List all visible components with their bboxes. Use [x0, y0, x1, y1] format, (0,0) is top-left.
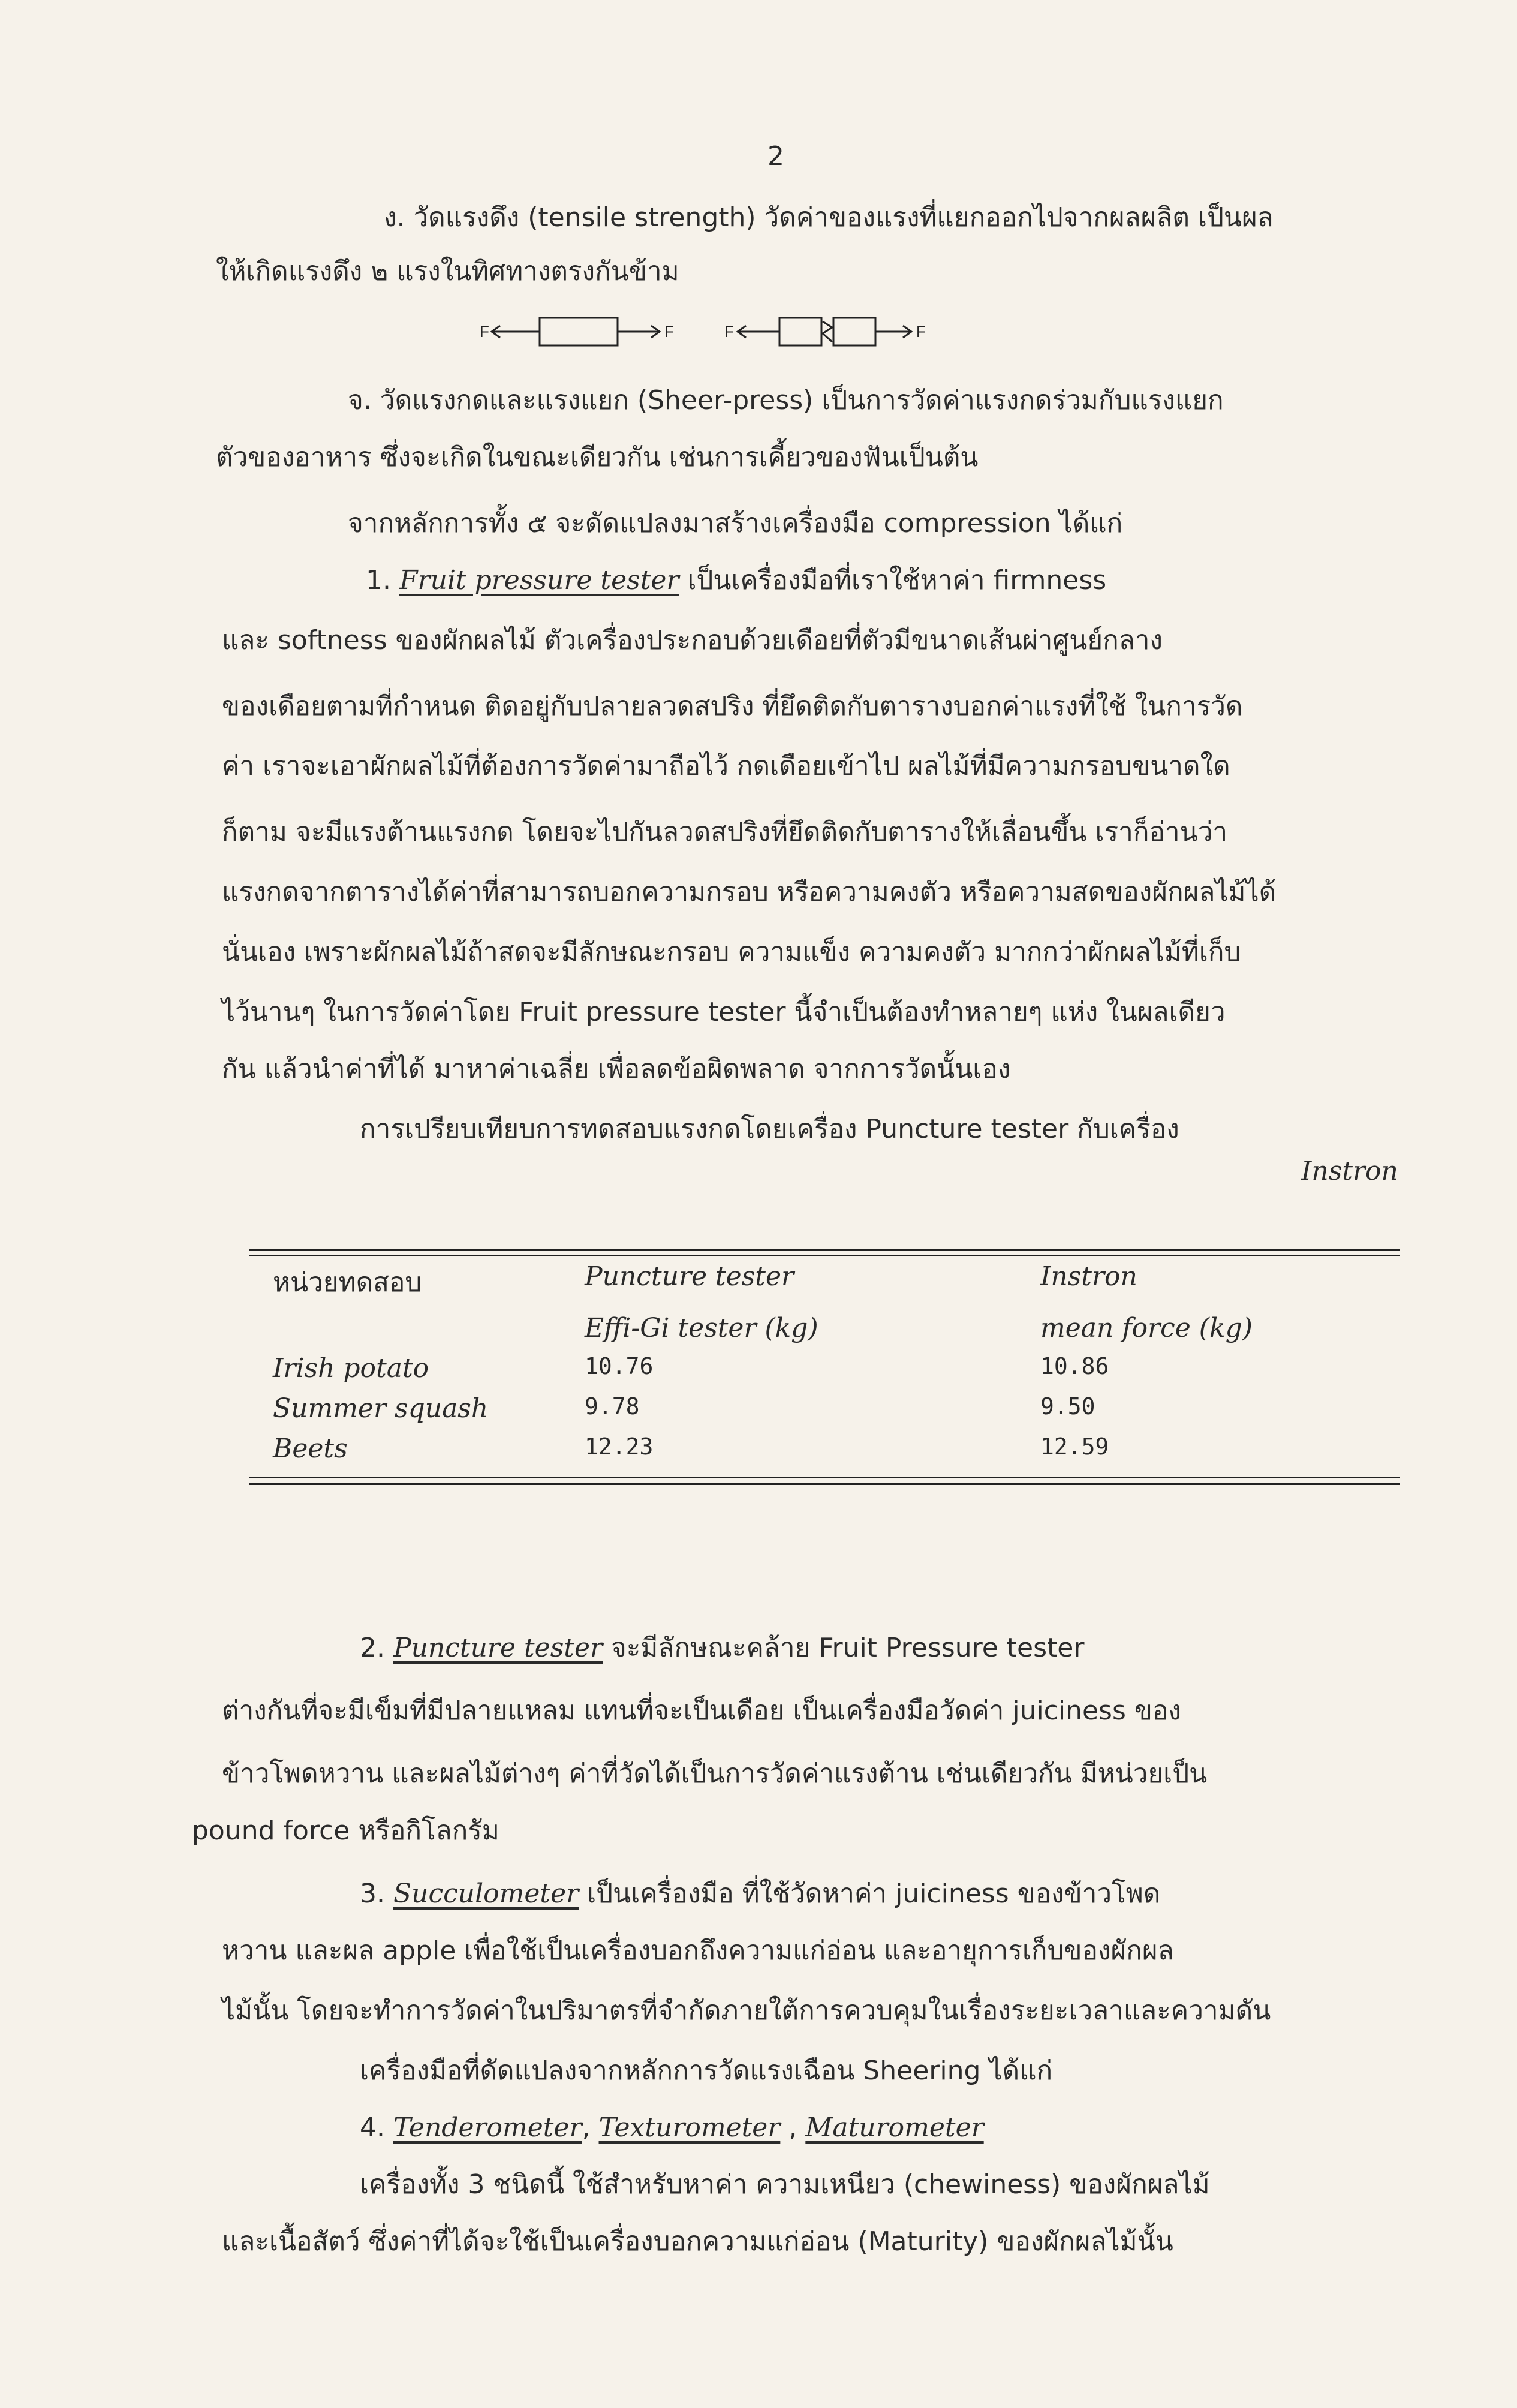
- table-cell: 9.78: [585, 1393, 640, 1420]
- text-line: และ softness ของผักผลไม้ ตัวเครื่องประกอบด้วยเดือยที่ตัวมีขนาดเส้นผ่าศูนย์กลาง: [222, 625, 1163, 656]
- text-line: ของเดือยตามที่กำหนด ติดอยู่กับปลายลวดสปริง ที่ยึดติดกับตารางบอกค่าแรงที่ใช้ ในการวัด: [222, 691, 1243, 722]
- text-line: ไม้นั้น โดยจะทำการวัดค่าในปริมาตรที่จำกัดภายใต้การควบคุมในเรื่องระยะเวลาและความดัน: [222, 1995, 1271, 2026]
- text-line: นั่นเอง เพราะผักผลไม้ถ้าสดจะมีลักษณะกรอบ ความแข็ง ความคงตัว มากกว่าผักผลไม้ที่เก็บ: [222, 937, 1241, 967]
- table-header-row: [249, 1256, 1400, 1308]
- item-heading: [360, 1877, 1160, 1911]
- table-cell: 10.86: [1040, 1353, 1109, 1379]
- force-label: F: [480, 323, 489, 341]
- item-heading: [360, 2111, 984, 2145]
- table-header-row: [249, 1308, 1400, 1348]
- table-header: Puncture tester: [585, 1261, 794, 1292]
- table-header: หน่วยทดสอบ: [273, 1267, 422, 1298]
- text-line: ก็ตาม จะมีแรงต้านแรงกด โดยจะไปกันลวดสปริงที่ยึดติดกับตารางให้เลื่อนขึ้น เราก็อ่านว่า: [222, 817, 1228, 847]
- text-line: และเนื้อสัตว์ ซึ่งค่าที่ได้จะใช้เป็นเครื่องบอกความแก่อ่อน (Maturity) ของผักผลไม้นั้น: [222, 2226, 1173, 2257]
- table-cell: Beets: [273, 1433, 348, 1464]
- item-title: Texturometer: [598, 2112, 781, 2143]
- text-line: เครื่องมือที่ดัดแปลงจากหลักการวัดแรงเฉือน Sheering ได้แก่: [360, 2055, 1053, 2086]
- separator: ,: [582, 2112, 599, 2143]
- table-header: Effi-Gi tester (kg): [585, 1313, 818, 1343]
- item-title: Puncture tester: [393, 1633, 603, 1663]
- force-label: F: [724, 323, 734, 341]
- text-line: หวาน และผล apple เพื่อใช้เป็นเครื่องบอกถึงความแก่อ่อน และอายุการเก็บของผักผล: [222, 1935, 1174, 1966]
- item-title: Maturometer: [805, 2112, 984, 2143]
- item-text: เป็นเครื่องมือ ที่ใช้วัดหาค่า juiciness ของข้าวโพด: [579, 1878, 1161, 1909]
- item-number: 3.: [360, 1878, 393, 1909]
- table-header: Instron: [1040, 1261, 1137, 1292]
- text-line: แรงกดจากตารางได้ค่าที่สามารถบอกความกรอบ หรือความคงตัว หรือความสดของผักผลไม้ได้: [222, 877, 1277, 907]
- text-line: การเปรียบเทียบการทดสอบแรงกดโดยเครื่อง Puncture tester กับเครื่อง: [360, 1114, 1179, 1144]
- text-line: Instron: [1301, 1156, 1398, 1186]
- table-cell: 9.50: [1040, 1393, 1095, 1420]
- table-header: mean force (kg): [1040, 1313, 1253, 1343]
- text-line: เครื่องทั้ง 3 ชนิดนี้ ใช้สำหรับหาค่า ความเหนียว (chewiness) ของผักผลไม้: [360, 2169, 1210, 2200]
- page-number: 2: [767, 141, 784, 172]
- table-row: [249, 1429, 1400, 1469]
- item-number: 1.: [366, 565, 399, 596]
- item-title: Succulometer: [393, 1878, 579, 1909]
- table-cell: 10.76: [585, 1353, 654, 1379]
- text-line: ให้เกิดแรงดึง ๒ แรงในทิศทางตรงกันข้าม: [216, 256, 679, 287]
- item-title: Tenderometer: [393, 2112, 582, 2143]
- text-line: ตัวของอาหาร ซึ่งจะเกิดในขณะเดียวกัน เช่นการเคี้ยวของฟันเป็นต้น: [216, 442, 979, 473]
- table-row: [249, 1348, 1400, 1388]
- table-cell: Irish potato: [273, 1353, 429, 1384]
- text-line: ง. วัดแรงดึง (tensile strength) วัดค่าของแรงที่แยกออกไปจากผลผลิต เป็นผล: [384, 202, 1274, 233]
- item-text: เป็นเครื่องมือที่เราใช้หาค่า firmness: [679, 565, 1107, 596]
- text-line: จากหลักการทั้ง ๕ จะดัดแปลงมาสร้างเครื่องมือ compression ได้แก่: [348, 508, 1123, 539]
- item-heading: [366, 564, 1106, 597]
- table-rule-bottom: [249, 1477, 1400, 1485]
- force-label: F: [664, 323, 674, 341]
- table-row: [249, 1388, 1400, 1429]
- text-line: จ. วัดแรงกดและแรงแยก (Sheer-press) เป็นการวัดค่าแรงกดร่วมกับแรงแยก: [348, 385, 1224, 416]
- item-number: 2.: [360, 1633, 393, 1663]
- text-line: pound force หรือกิโลกรัม: [192, 1815, 499, 1846]
- table-cell: Summer squash: [273, 1393, 489, 1424]
- text-line: ต่างกันที่จะมีเข็มที่มีปลายแหลม แทนที่จะเป็นเดือย เป็นเครื่องมือวัดค่า juiciness ของ: [222, 1695, 1181, 1726]
- force-diagram: [480, 311, 959, 353]
- item-heading: [360, 1631, 1084, 1665]
- table-rule-top: [249, 1249, 1400, 1256]
- item-title: Fruit pressure tester: [399, 565, 679, 596]
- text-line: ค่า เราจะเอาผักผลไม้ที่ต้องการวัดค่ามาถือไว้ กดเดือยเข้าไป ผลไม้ที่มีความกรอบขนาดใด: [222, 751, 1230, 781]
- text-line: ข้าวโพดหวาน และผลไม้ต่างๆ ค่าที่วัดได้เป็นการวัดค่าแรงต้าน เช่นเดียวกัน มีหน่วยเป็น: [222, 1758, 1208, 1789]
- table-cell: 12.23: [585, 1433, 654, 1460]
- force-label: F: [916, 323, 926, 341]
- item-number: 4.: [360, 2112, 393, 2143]
- comparison-table: [249, 1249, 1400, 1485]
- table-cell: 12.59: [1040, 1433, 1109, 1460]
- text-line: กัน แล้วนำค่าที่ได้ มาหาค่าเฉลี่ย เพื่อลดข้อผิดพลาด จากการวัดนั้นเอง: [222, 1054, 1011, 1084]
- item-text: จะมีลักษณะคล้าย Fruit Pressure tester: [603, 1633, 1085, 1663]
- text-line: ไว้นานๆ ในการวัดค่าโดย Fruit pressure tester นี้จำเป็นต้องทำหลายๆ แห่ง ในผลเดียว: [222, 997, 1226, 1027]
- separator: ,: [780, 2112, 806, 2143]
